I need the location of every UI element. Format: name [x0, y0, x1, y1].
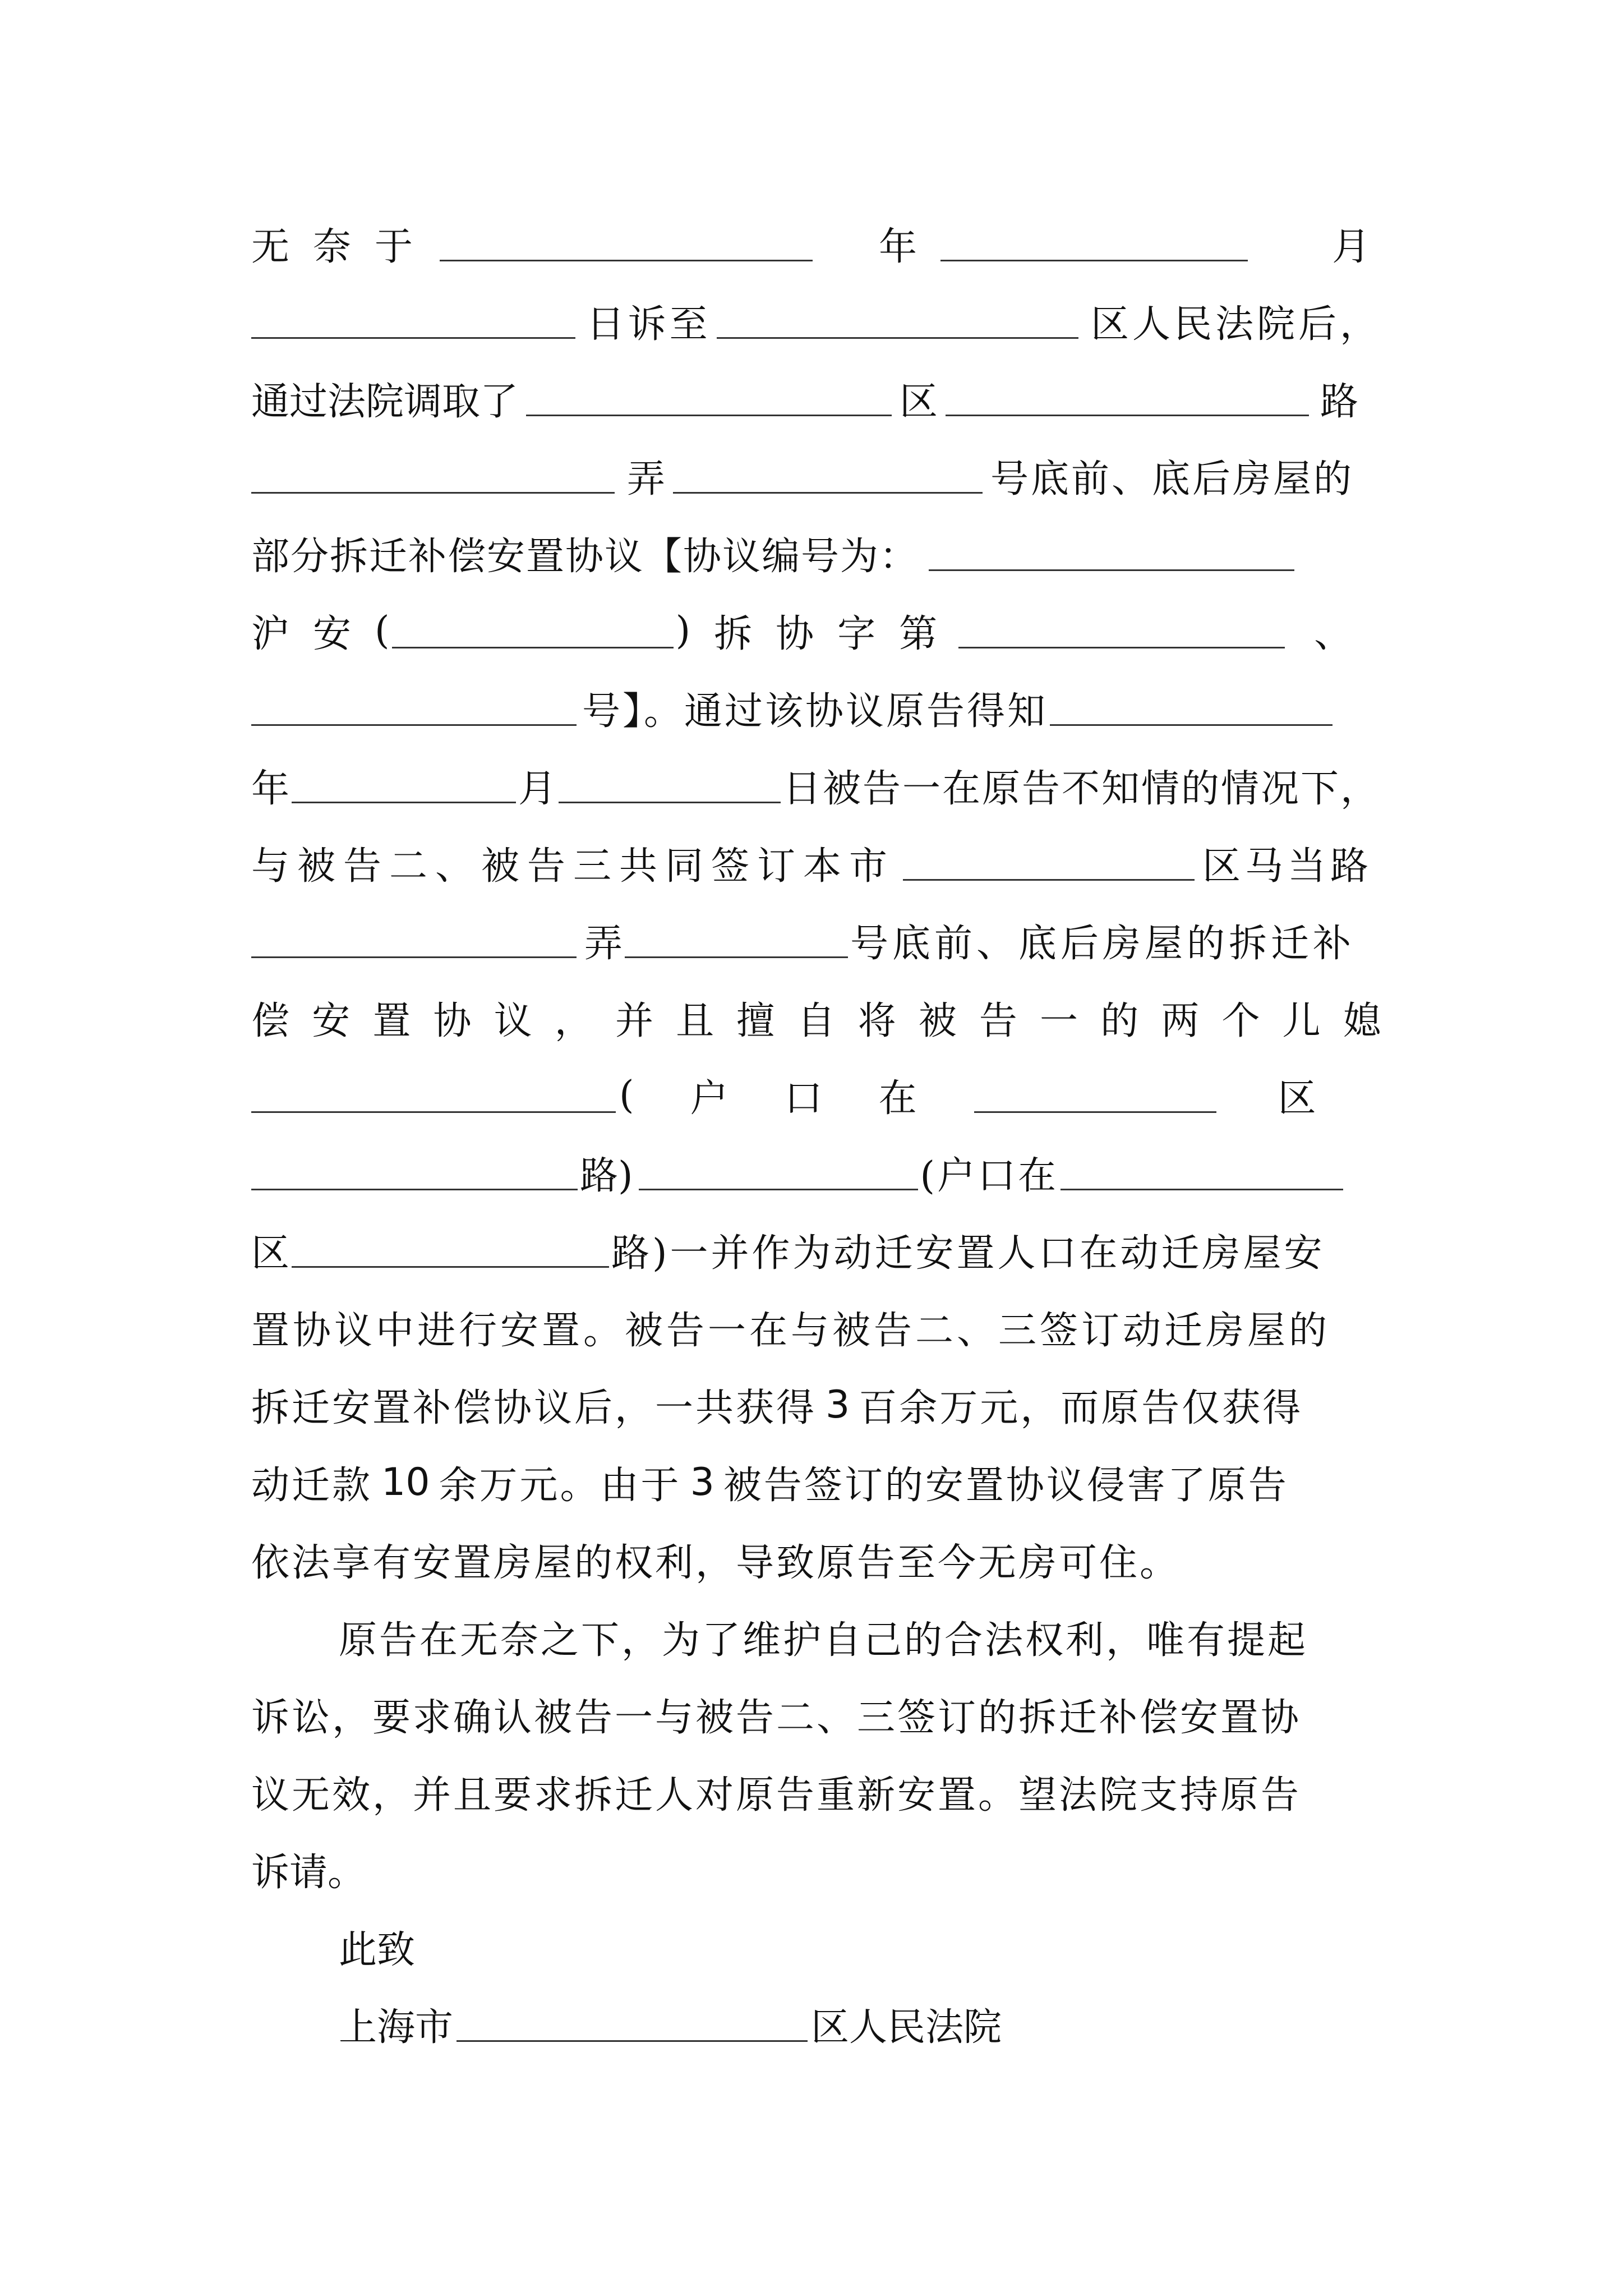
text: (: [375, 608, 390, 653]
fill-in-blank: [940, 257, 1248, 261]
fill-in-blank: [946, 412, 1309, 416]
text: 路: [1320, 379, 1359, 424]
text-line-12: [251, 1061, 1381, 1129]
fill-in-blank: [717, 335, 1078, 339]
fill-in-blank: [639, 1186, 918, 1190]
text: 原告在无奈之下，为了维护自己的合法权利，唯有提起: [339, 1618, 1308, 1663]
text-line-6: [251, 597, 1381, 664]
text: 号】。通过该协议原告得知: [582, 689, 1048, 734]
text-line-10: [251, 907, 1381, 974]
fill-in-blank: [440, 257, 813, 261]
fill-in-blank: [903, 877, 1195, 881]
text: 告: [979, 999, 1017, 1043]
text: 第: [899, 611, 938, 656]
text-line-4: [251, 442, 1381, 509]
text: 字: [837, 611, 876, 656]
fill-in-blank: [526, 412, 892, 416]
text: 议: [494, 999, 532, 1043]
fill-in-blank: [251, 1186, 578, 1190]
text: 月: [1332, 224, 1371, 269]
fill-in-blank: [392, 645, 674, 648]
text: 一: [1040, 999, 1078, 1043]
text-line-17: [251, 1448, 1381, 1516]
text: 号底前、底后房屋的拆迁补: [850, 921, 1355, 966]
text-line-1: [251, 210, 1381, 277]
text-line-11: [251, 984, 1381, 1051]
text: 年: [879, 224, 917, 269]
addressee-court: [339, 1990, 1381, 2058]
text: 于: [375, 224, 413, 269]
text-line-21: [251, 1758, 1381, 1825]
fill-in-blank: [625, 954, 848, 958]
fill-in-blank: [1061, 1186, 1343, 1190]
fill-in-blank: [251, 722, 577, 726]
text: 将: [857, 999, 896, 1043]
text-line-14: [251, 1216, 1381, 1283]
text: ，: [554, 999, 593, 1043]
text: 区: [900, 379, 938, 424]
text: 个: [1221, 999, 1260, 1043]
text: 动迁款: [251, 1463, 373, 1508]
number: 3: [690, 1460, 714, 1504]
fill-in-blank: [251, 1109, 616, 1113]
text: 区人民法院后，: [1090, 302, 1381, 347]
text-line-3: [251, 365, 1381, 432]
text: 区人民法院: [811, 2005, 1002, 2050]
text: 在: [878, 1076, 917, 1121]
text: 拆迁安置补偿协议后，一共获得: [251, 1386, 817, 1430]
text: 依法享有安置房屋的权利，导致原告至今无房可住。: [251, 1540, 1181, 1585]
fill-in-blank: [292, 799, 516, 803]
fill-in-blank: [974, 1109, 1216, 1113]
text: 擅: [736, 999, 775, 1043]
text-line-19: [339, 1603, 1381, 1671]
text-line-22: [251, 1835, 1381, 1903]
text: 偿: [251, 999, 290, 1043]
text-line-18: [251, 1526, 1381, 1593]
text: 协: [776, 611, 814, 656]
text: 奈: [313, 224, 352, 269]
text: 部分拆迁补偿安置协议【协议编号为：: [251, 534, 919, 579]
text: 并: [615, 999, 653, 1043]
fill-in-blank: [958, 645, 1285, 648]
text: 与被告二、被告三共同签订本市: [251, 844, 896, 889]
text: 、: [1314, 611, 1353, 656]
number: 3: [826, 1382, 850, 1427]
fill-in-blank: [251, 335, 575, 339]
text: 议无效，并且要求拆迁人对原告重新安置。望法院支持原告: [251, 1773, 1302, 1818]
text: 日诉至: [586, 302, 711, 347]
text-line-9: [251, 829, 1381, 896]
text: 媳: [1343, 999, 1381, 1043]
text-line-15: [251, 1294, 1381, 1361]
fill-in-blank: [1050, 722, 1332, 726]
text: 区: [1278, 1076, 1316, 1121]
text: 两: [1161, 999, 1200, 1043]
text: 诉讼，要求确认被告一与被告二、三签订的拆迁补偿安置协: [251, 1695, 1302, 1740]
text: 被: [918, 999, 957, 1043]
fill-in-blank: [292, 1264, 609, 1268]
text: 口: [784, 1076, 823, 1121]
text: 户: [690, 1076, 728, 1121]
text: 路): [580, 1153, 633, 1198]
text: 月: [518, 766, 557, 811]
text-line-13: [251, 1139, 1381, 1206]
text: 置协议中进行安置。被告一在与被告二、三签订动迁房屋的: [251, 1308, 1331, 1353]
text: 置: [372, 999, 411, 1043]
text: 诉请。: [251, 1850, 366, 1895]
text: 安: [313, 611, 352, 656]
text: 无: [251, 224, 290, 269]
text: 通过法院调取了: [251, 379, 519, 424]
text: 路)一并作为动迁安置人口在动迁房屋安: [611, 1231, 1325, 1276]
text: (户口在: [920, 1153, 1059, 1198]
text: 余万元。由于: [439, 1463, 681, 1508]
number: 10: [381, 1460, 430, 1504]
text: 年: [251, 766, 290, 811]
text: 被告签订的安置协议侵害了原告: [723, 1463, 1289, 1508]
text: 此致: [339, 1927, 416, 1972]
text-line-2: [251, 287, 1381, 355]
text: 百余万元，而原告仅获得: [859, 1386, 1303, 1430]
text: 区: [251, 1231, 290, 1276]
text-line-16: [251, 1371, 1381, 1438]
text-line-5: [251, 519, 1381, 587]
text: 弄: [584, 921, 623, 966]
text: 协: [433, 999, 472, 1043]
closing-salutation: [339, 1913, 1381, 1980]
text-line-8: [251, 752, 1381, 819]
text: 且: [676, 999, 714, 1043]
text: 日被告一在原告不知情的情况下，: [783, 766, 1381, 811]
text: 沪: [251, 611, 290, 656]
text: 的: [1100, 999, 1139, 1043]
text-line-20: [251, 1681, 1381, 1748]
text: ): [675, 608, 691, 653]
text: 自: [797, 999, 836, 1043]
text: 儿: [1282, 999, 1321, 1043]
text-line-7: [251, 674, 1381, 742]
text: 弄: [627, 457, 666, 501]
text: 号底前、底后房屋的: [990, 457, 1354, 501]
text: 区马当路: [1202, 844, 1373, 889]
fill-in-blank: [673, 490, 983, 494]
fill-in-blank: [457, 2038, 808, 2042]
text: 拆: [714, 611, 753, 656]
fill-in-blank: [251, 490, 615, 494]
fill-in-blank: [559, 799, 781, 803]
fill-in-blank: [929, 567, 1294, 571]
fill-in-blank: [251, 954, 577, 958]
text: (: [619, 1073, 634, 1117]
text: 安: [312, 999, 351, 1043]
text: 上海市: [339, 2005, 454, 2050]
